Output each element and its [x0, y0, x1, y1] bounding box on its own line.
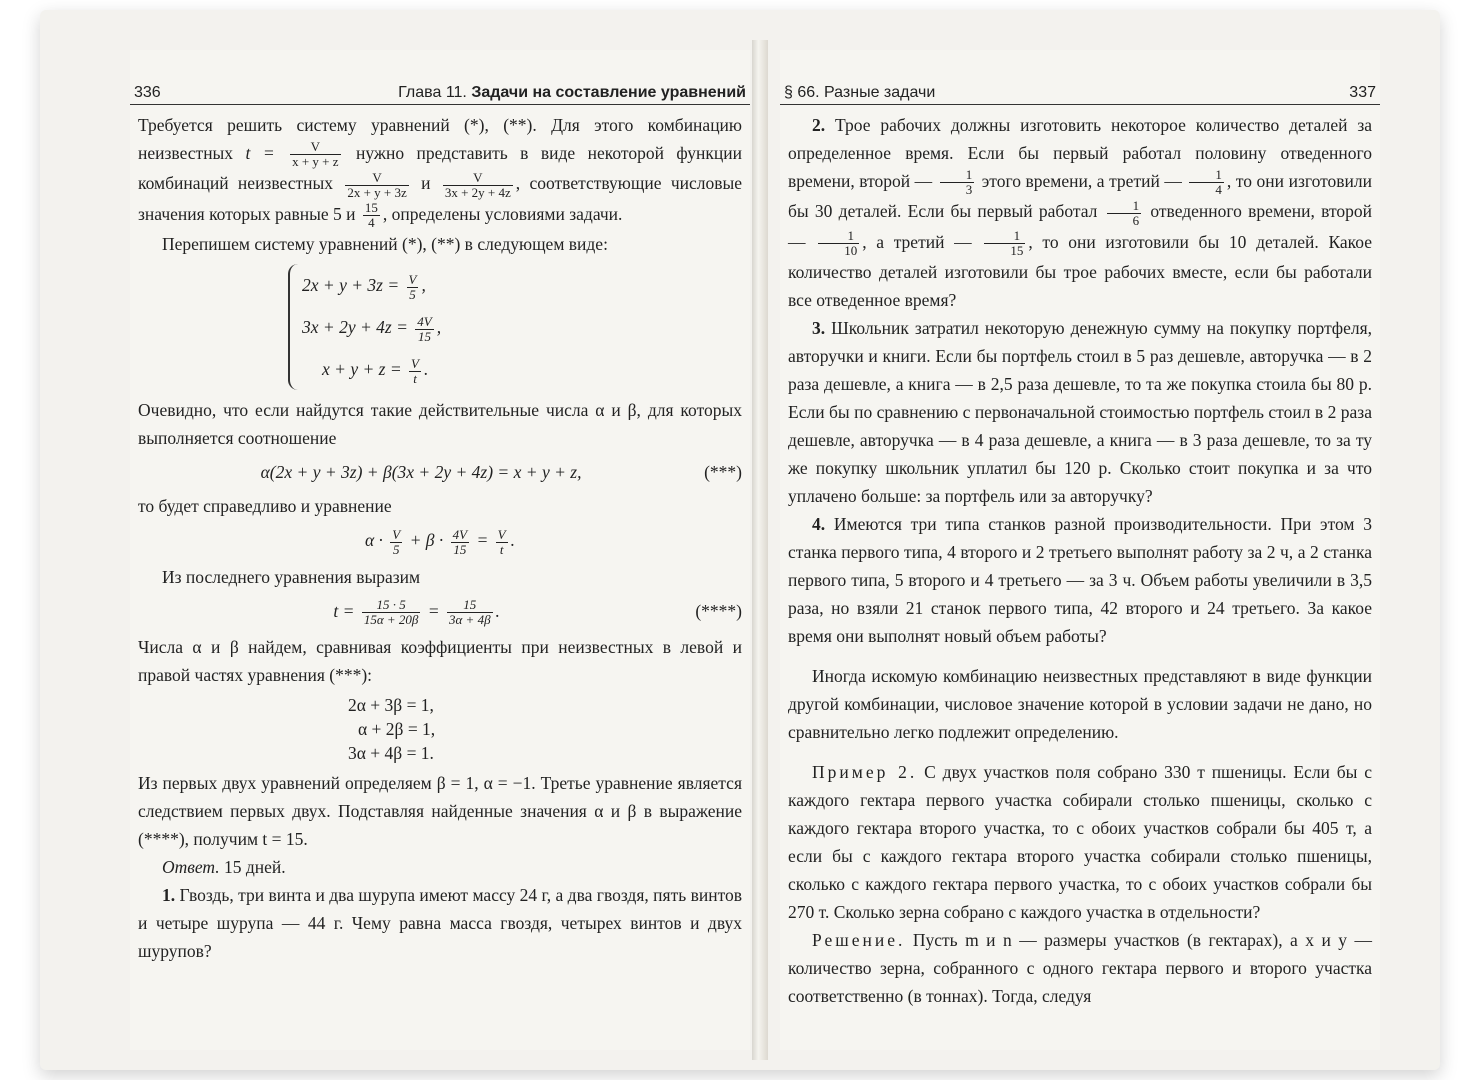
- paragraph: Перепишем систему уравнений (*), (**) в следующем виде:: [162, 234, 608, 255]
- paragraph: Из первых двух уравнений определяем β = 1, α = −1. Третье уравнение является следствием первых двух. Подставляя найденные значения α и β в выражение (****), получим t = 15.: [138, 773, 742, 850]
- right-page-body: [780, 105, 1380, 1010]
- equation-number: (***): [704, 462, 742, 483]
- right-page-number: 337: [1349, 84, 1376, 101]
- book-spine-gutter: [752, 40, 768, 1060]
- chapter-name: Задачи на составление уравнений: [471, 84, 746, 101]
- linear-system: 2α + 3β = 1, α + 2β = 1, 3α + 4β = 1.: [348, 695, 436, 764]
- left-page-number: 336: [134, 84, 161, 101]
- chapter-prefix: Глава 11.: [398, 84, 467, 101]
- paragraph: Иногда искомую комбинацию неизвестных представляют в виде функции другой комбинации, числовое значение которой в условии задачи не дано, но сравнительно легко подлежит определению.: [788, 666, 1372, 743]
- equation-triple-star: α(2x + y + 3z) + β(3x + 2y + 4z) = x + y + z, (***): [138, 458, 742, 486]
- solution: Решение. Пусть m и n — размеры участков (в гектарах), а x и y — количество зерна, собранного с одного гектара первого и второго участка соответственно (в тоннах). Тогда, следуя: [788, 930, 1373, 1007]
- equation-alpha-beta: α · $\frac{V}{5}$ + β · $\frac{4V}{15}$ = $\frac{V}{t}$ .: [364, 526, 515, 557]
- equation-system: 2x + y + 3z = $\frac{V}{5}$ , 3x + 2y + 4z = $\frac{4V}{15}$ , x + y + z = $\frac{V}{t}$ .: [288, 264, 742, 390]
- chapter-title: [398, 84, 746, 102]
- example-2: Пример 2. С двух участков поля собрано 330 т пшеницы. Если бы с каждого гектара первого участка собирали столько пшеницы, сколько с каждого гектара второго участка, то с обоих участков собрали бы 405 т, а если бы с каждого гектара второго участка собирали столько пшеницы, сколько с каждого гектара первого участка, то с обоих участков собрали бы 270 т. Сколько зерна собрано с каждого участка в отдельности?: [788, 762, 1373, 923]
- paragraph: то будет справедливо и уравнение: [138, 496, 392, 517]
- task-1: 1. Гвоздь, три винта и два шурупа имеют массу 24 г, а два гвоздя, пять винтов и четыре шурупа — 44 г. Чему равна масса гвоздя, четырех винтов и двух шурупов?: [138, 885, 743, 962]
- fraction: $\frac{V}{3x + 2y + 4z}$: [444, 169, 511, 200]
- fraction: $\frac{V}{2x + y + 3z}$: [347, 169, 407, 200]
- right-page: [780, 50, 1380, 1050]
- paragraph: Числа α и β найдем, сравнивая коэффициенты при неизвестных в левой и правой частях уравнения (***):: [138, 637, 742, 686]
- equation-number: (****): [695, 600, 742, 621]
- paragraph: Требуется решить систему уравнений (*), (**). Для этого комбинацию неизвестных t = $\frac{V}{x + y + z}$ нужно представить в виде некоторой функции комбинаций неизвестных $\frac{V}{2x + y + 3z}$ и $\frac{V}{3x + 2y + 4z}$ , соответствующие числовые значения которых равные 5 и $\frac{15}{4}$ , определены условиями задачи.: [138, 115, 743, 231]
- fraction: $\frac{15}{4}$: [364, 200, 378, 231]
- left-page: [130, 50, 750, 1050]
- left-page-body: [130, 105, 750, 965]
- paragraph: Очевидно, что если найдутся такие действительные числа α и β, для которых выполняется соотношение: [138, 400, 742, 449]
- task-4: 4. Имеются три типа станков разной производительности. При этом 3 станка первого типа, 4 второго и 2 третьего выполнят работу за 2 ч, а 2 станка первого типа, 5 второго и 4 третьего — за 3 ч. Объем работы увеличили в 3,5 раза, но взяли 21 станок первого типа, 42 второго и 24 третьего. За какое время они выполнят новый объем работы?: [788, 514, 1372, 647]
- answer: Ответ. 15 дней.: [162, 857, 286, 878]
- task-3: 3. Школьник затратил некоторую денежную сумму на покупку портфеля, авторучки и книги. Если бы портфель стоил в 5 раз дешевле, авторучка — в 2 раза дешевле, а книга — в 2,5 раза дешевле, то та же покупка стоила бы 80 р. Если бы по сравнению с первоначальной стоимостью портфель стоил в 2 раза дешевле, авторучка — в 4 раза дешевле, а книга — в 3 раза дешевле, то за ту же покупку школьник уплатил бы 120 р. Сколько стоит покупка и за что уплачено больше: за портфель или за авторучку?: [788, 318, 1372, 507]
- paragraph: Из последнего уравнения выразим: [162, 566, 421, 587]
- fraction: $\frac{V}{x + y + z}$: [292, 139, 339, 170]
- equation-quad-star: t = $\frac{15 \cdot 5}{15\alpha + 20\beta}$ = $\frac{15}{3\alpha + 4\beta}$ . (****): [333, 597, 742, 628]
- section-title: § 66. Разные задачи: [784, 84, 936, 101]
- left-page-header: [130, 84, 750, 105]
- task-2: 2. Трое рабочих должны изготовить некоторое количество деталей за определенное время. Если бы первый работал половину отведенного времени, второй — $\frac{1}{3}$ этого времени, а третий — $\frac{1}{4}$ , то они изготовили бы 30 деталей. Если бы первый работал $\frac{1}{6}$ отведенного времени, второй — $\frac{1}{10}$ , а третий — $\frac{1}{15}$ , то они изготовили бы 10 деталей. Какое количество деталей изготовили бы трое рабочих вместе, если бы работали все отведенное время?: [788, 115, 1373, 311]
- open-book: [40, 10, 1440, 1070]
- right-page-header: [780, 84, 1380, 105]
